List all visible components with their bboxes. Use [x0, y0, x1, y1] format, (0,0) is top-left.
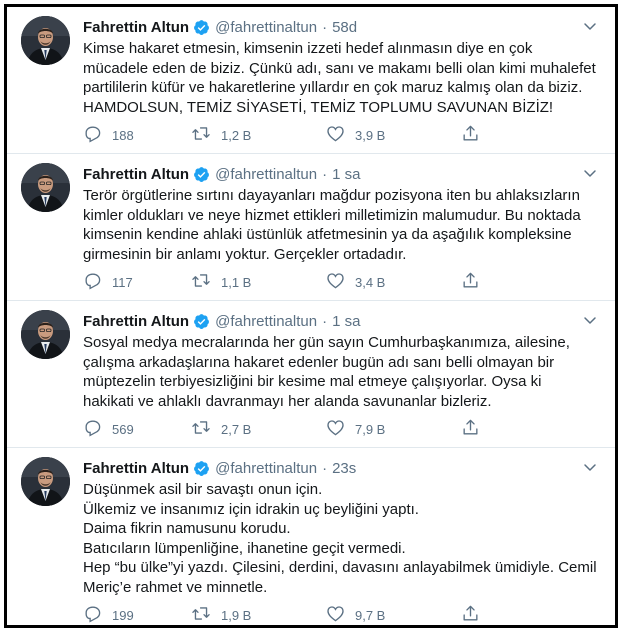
tweet[interactable] [7, 301, 615, 448]
reply-button[interactable] [83, 124, 191, 146]
tweet-text [83, 39, 603, 117]
verified-badge-icon [193, 313, 210, 330]
like-button[interactable] [326, 418, 461, 440]
retweet-count: 1,9 B [221, 607, 252, 623]
tweet-text-line: kimler oldukları ve neye hizmet ettikleri milletimizin malumudur. Bu noktada [83, 206, 581, 224]
chevron-down-icon[interactable] [583, 460, 597, 479]
timestamp[interactable]: 23s [332, 460, 357, 477]
tweet-text-line: mücadele eden de biziz. Çünkü adı, sanı ve makamı belli olan kimi muhalefet [83, 59, 596, 77]
like-count: 3,4 B [355, 274, 386, 290]
share-icon [461, 124, 490, 146]
retweet-button[interactable] [191, 124, 326, 146]
avatar[interactable] [21, 16, 70, 65]
tweet-text-line: Ülkemiz ve insanımız için idrakin uç beyliğini yaptı. [83, 500, 419, 518]
reply-button[interactable] [83, 271, 191, 293]
share-button[interactable] [461, 604, 490, 626]
like-icon [326, 418, 355, 440]
tweet-actions [83, 597, 603, 628]
tweet-header [83, 164, 603, 185]
share-button[interactable] [461, 418, 490, 440]
display-name[interactable]: Fahrettin Altun [83, 166, 190, 183]
tweet[interactable] [7, 7, 615, 154]
share-icon [461, 604, 490, 626]
retweet-icon [191, 124, 221, 146]
tweet-text-line: girmesinin bir anlamı yoktur. Gerçekler ortadadır. [83, 245, 407, 263]
chevron-down-icon[interactable] [583, 313, 597, 332]
handle[interactable]: @fahrettinaltun [215, 19, 318, 36]
timestamp[interactable]: 1 sa [332, 313, 361, 330]
retweet-button[interactable] [191, 418, 326, 440]
retweet-count: 1,2 B [221, 127, 252, 143]
like-icon [326, 604, 355, 626]
like-count: 3,9 B [355, 127, 386, 143]
display-name[interactable]: Fahrettin Altun [83, 19, 190, 36]
verified-badge-icon [193, 166, 210, 183]
tweet-text-line: Kimse hakaret etmesin, kimsenin izzeti hedef alınmasın diye en çok [83, 40, 533, 57]
like-count: 9,7 B [355, 607, 386, 623]
verified-badge-icon [193, 19, 210, 36]
separator-dot: · [322, 313, 328, 330]
reply-count: 188 [112, 127, 134, 143]
share-icon [461, 271, 490, 293]
tweet-text-line: müptezelin terbiyesizliğini bir kesime mal etmeye çalışıyorlar. Oysa ki [83, 373, 542, 390]
avatar[interactable] [21, 310, 70, 359]
retweet-icon [191, 604, 221, 626]
tweet-text [83, 186, 603, 264]
timestamp[interactable]: 1 sa [332, 166, 361, 183]
separator-dot: · [322, 19, 328, 36]
separator-dot: · [322, 166, 328, 183]
tweet-text-line: kimsenin kendine ahlaki üstünlük atfetmesinin ya da aşağılık kompleksine [83, 226, 572, 243]
tweet-text-line: çalışma arkadaşlarına hakaret edenler bugün adı sanı belli olmayan bir [83, 353, 555, 371]
like-count: 7,9 B [355, 421, 386, 437]
retweet-icon [191, 271, 221, 293]
handle[interactable]: @fahrettinaltun [215, 166, 318, 183]
reply-icon [83, 124, 112, 146]
handle[interactable]: @fahrettinaltun [215, 313, 318, 330]
retweet-button[interactable] [191, 271, 326, 293]
like-button[interactable] [326, 124, 461, 146]
timestamp[interactable]: 58d [332, 19, 358, 36]
tweet-text-line: hakikati ve ahlaklı davranmayı her alanda savunanlar bizleriz. [83, 392, 492, 410]
handle[interactable]: @fahrettinaltun [215, 460, 318, 477]
tweet[interactable] [7, 154, 615, 301]
avatar[interactable] [21, 457, 70, 506]
chevron-down-icon[interactable] [583, 166, 597, 185]
separator-dot: · [322, 460, 328, 477]
tweet-text [83, 333, 603, 411]
tweet-text-line: Düşünmek asil bir savaştı onun için. [83, 481, 323, 498]
tweet-text-line: Meriç’e rahmet ve minnetle. [83, 578, 268, 596]
tweet-text-line: Batıcıların lümpenliğine, ihanetine geçit vermedi. [83, 539, 406, 557]
reply-icon [83, 271, 112, 293]
tweet-text-line: Hep “bu ülke”yi yazdı. Çilesini, derdini, davasını anlayabilmek ümidiyle. Cemil [83, 559, 597, 576]
tweet-text-line: partililerin küfür ve hakaretlerine yıllardır en çok maruz kalmış olan da biziz. [83, 79, 583, 96]
tweet[interactable] [7, 448, 615, 628]
verified-badge-icon [193, 460, 210, 477]
retweet-button[interactable] [191, 604, 326, 626]
avatar[interactable] [21, 163, 70, 212]
tweet-header [83, 17, 603, 38]
like-button[interactable] [326, 271, 461, 293]
tweet-text [83, 480, 603, 597]
tweet-actions [83, 117, 603, 153]
tweet-actions [83, 264, 603, 300]
share-button[interactable] [461, 271, 490, 293]
share-button[interactable] [461, 124, 490, 146]
tweet-header [83, 458, 603, 479]
retweet-count: 2,7 B [221, 421, 252, 437]
chevron-down-icon[interactable] [583, 19, 597, 38]
like-icon [326, 271, 355, 293]
reply-count: 199 [112, 607, 134, 623]
timeline [4, 4, 618, 628]
reply-button[interactable] [83, 418, 191, 440]
tweet-header [83, 311, 603, 332]
display-name[interactable]: Fahrettin Altun [83, 313, 190, 330]
tweet-actions [83, 411, 603, 447]
display-name[interactable]: Fahrettin Altun [83, 460, 190, 477]
reply-button[interactable] [83, 604, 191, 626]
retweet-count: 1,1 B [221, 274, 252, 290]
like-icon [326, 124, 355, 146]
tweet-text-line: Daima fikrin namusunu korudu. [83, 520, 291, 537]
share-icon [461, 418, 490, 440]
reply-icon [83, 418, 112, 440]
reply-count: 569 [112, 421, 134, 437]
tweet-text-line: Sosyal medya mecralarında her gün sayın Cumhurbaşkanımıza, ailesine, [83, 334, 570, 351]
reply-icon [83, 604, 112, 626]
tweet-text-line: Terör örgütlerine sırtını dayayanları mağdur pozisyona iten bu ahlaksızların [83, 187, 580, 204]
tweet-text-line: HAMDOLSUN, TEMİZ SİYASETİ, TEMİZ TOPLUMU SAVUNAN BİZİZ! [83, 98, 554, 116]
retweet-icon [191, 418, 221, 440]
like-button[interactable] [326, 604, 461, 626]
reply-count: 117 [112, 274, 133, 290]
